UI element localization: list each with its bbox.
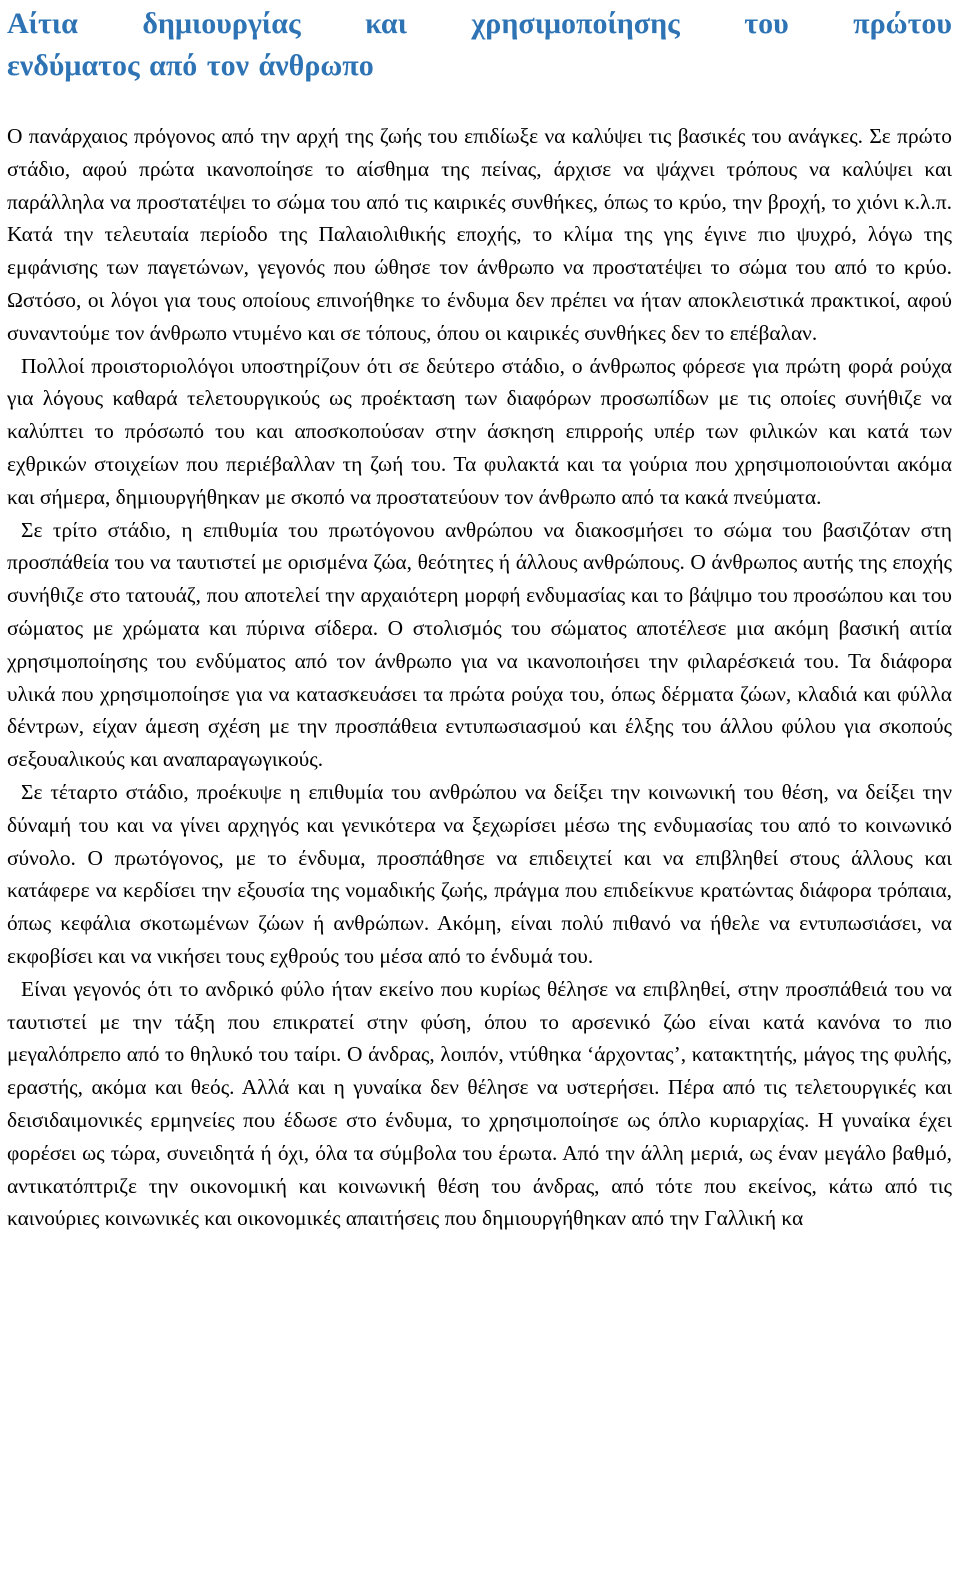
title-line-1: Αίτια δημιουργίας και χρησιμοποίησης του πρώτου [7,7,952,40]
page-title [7,0,952,87]
title-line-2: ενδύματος από τον άνθρωπο [7,49,374,82]
paragraph-4: Σε τέταρτο στάδιο, προέκυψε η επιθυμία του ανθρώπου να δείξει την κοινωνική του θέση, να δείξει την δύναμή του και να γίνει αρχηγός και γενικότερα να ξεχωρίσει μέσω της ενδυμασίας του από το κοινωνικό σύνολο. Ο πρωτόγονος, με το ένδυμα, προσπάθησε να επιδειχτεί και να επιβληθεί στους άλλους και κατάφερε να κερδίσει την εξουσία της νομαδικής ζωής, πράγμα που επιδείκνυε κρατώντας διάφορα τρόπαια, όπως κεφάλια σκοτωμένων ζώων ή ανθρώπων. Ακόμη, είναι πολύ πιθανό να ήθελε να εντυπωσιάσει, να εκφοβίσει και να νικήσει τους εχθρούς του μέσα από το ένδυμά του. [7,779,952,968]
paragraph-5: Είναι γεγονός ότι το ανδρικό φύλο ήταν εκείνο που κυρίως θέλησε να επιβληθεί, στην προσπάθειά του να ταυτιστεί με την τάξη που επικρατεί στην φύση, όπου το αρσενικό ζώο είναι κατά κανόνα το πιο μεγαλόπρεπο από το θηλυκό του ταίρι. Ο άνδρας, λοιπόν, ντύθηκα ‘άρχοντας’, κατακτητής, μάγος της φυλής, εραστής, ακόμα και θεός. Αλλά και η γυναίκα δεν θέλησε να υστερήσει. Πέρα από τις τελετουργικές και δεισιδαιμονικές ερμηνείες που έδωσε στο ένδυμα, το χρησιμοποίησε ως όπλο κυριαρχίας. Η γυναίκα έχει φορέσει ως τώρα, συνειδητά ή όχι, όλα τα σύμβολα του έρωτα. Από την άλλη μεριά, ως έναν μεγάλο βαθμό, αντικατόπτριζε την οικονομική και κοινωνική θέση του άνδρας, από τότε που εκείνος, κάτω από τις καινούριες κοινωνικές και οικονομικές απαιτήσεις που δημιουργήθηκαν από την Γαλλική κα [7,976,952,1231]
title-spacing [7,87,952,120]
paragraph-1: Ο πανάρχαιος πρόγονος από την αρχή της ζωής του επιδίωξε να καλύψει τις βασικές του ανάγκες. Σε πρώτο στάδιο, αφού πρώτα ικανοποίησε το αίσθημα της πείνας, άρχισε να ψάχνει τρόπους να καλύψει και παράλληλα να προστατέψει το σώμα του από τις καιρικές συνθήκες, όπως το κρύο, την βροχή, το χιόνι κ.λ.π. Κατά την τελευταία περίοδο της Παλαιολιθικής εποχής, το κλίμα της γης έγινε πιο ψυχρό, λόγω της εμφάνισης των παγετώνων, γεγονός που ώθησε τον άνθρωπο να προστατέψει το σώμα του από το κρύο. Ωστόσο, οι λόγοι για τους οποίους επινοήθηκε το ένδυμα δεν πρέπει να ήταν αποκλειστικά πρακτικοί, αφού συναντούμε τον άνθρωπο ντυμένο και σε τόπους, όπου οι καιρικές συνθήκες δεν το επέβαλαν. [7,124,952,345]
paragraph-3: Σε τρίτο στάδιο, η επιθυμία του πρωτόγονου ανθρώπου να διακοσμήσει το σώμα του βασιζόταν στη προσπάθεία του να ταυτιστεί με ορισμένα ζώα, θεότητες ή άλλους ανθρώπους. Ο άνθρωπος αυτής της εποχής συνήθιζε στο τατουάζ, που αποτελεί την αρχαιότερη μορφή ενδυμασίας και το βάψιμο του προσώπου και του σώματος με χρώματα και πύρινα σίδερα. Ο στολισμός του σώματος αποτέλεσε μια ακόμη βασική αιτία χρησιμοποίησης του ενδύματος από τον άνθρωπο για να ικανοποιήσει την φιλαρέσκειά του. Τα διάφορα υλικά που χρησιμοποίησε για να κατασκευάσει τα πρώτα ρούχα του, όπως δέρματα ζώων, κλαδιά και φύλλα δέντρων, είχαν άμεση σχέση με την προσπάθεια εντυπωσιασμού και έλξης του άλλου φύλου για σκοπούς σεξουαλικούς και αναπαραγωγικούς. [7,517,952,772]
paragraph-2: Πολλοί προιστοριολόγοι υποστηρίζουν ότι σε δεύτερο στάδιο, ο άνθρωπος φόρεσε για πρώτη φορά ρούχα για λόγους καθαρά τελετουργικούς ως προέκταση των διαφόρων προσωπίδων με τις οποίες συνήθιζε να καλύπτει το πρόσωπό του και αποσκοπούσαν στην άσκηση επιρροής υπέρ των φιλικών και κατά των εχθρικών στοιχείων που περιέβαλλαν τη ζωή του. Τα φυλακτά και τα γούρια που χρησιμοποιούνται ακόμα και σήμερα, δημιουργήθηκαν με σκοπό να προστατεύουν τον άνθρωπο από τα κακά πνεύματα. [7,353,952,509]
